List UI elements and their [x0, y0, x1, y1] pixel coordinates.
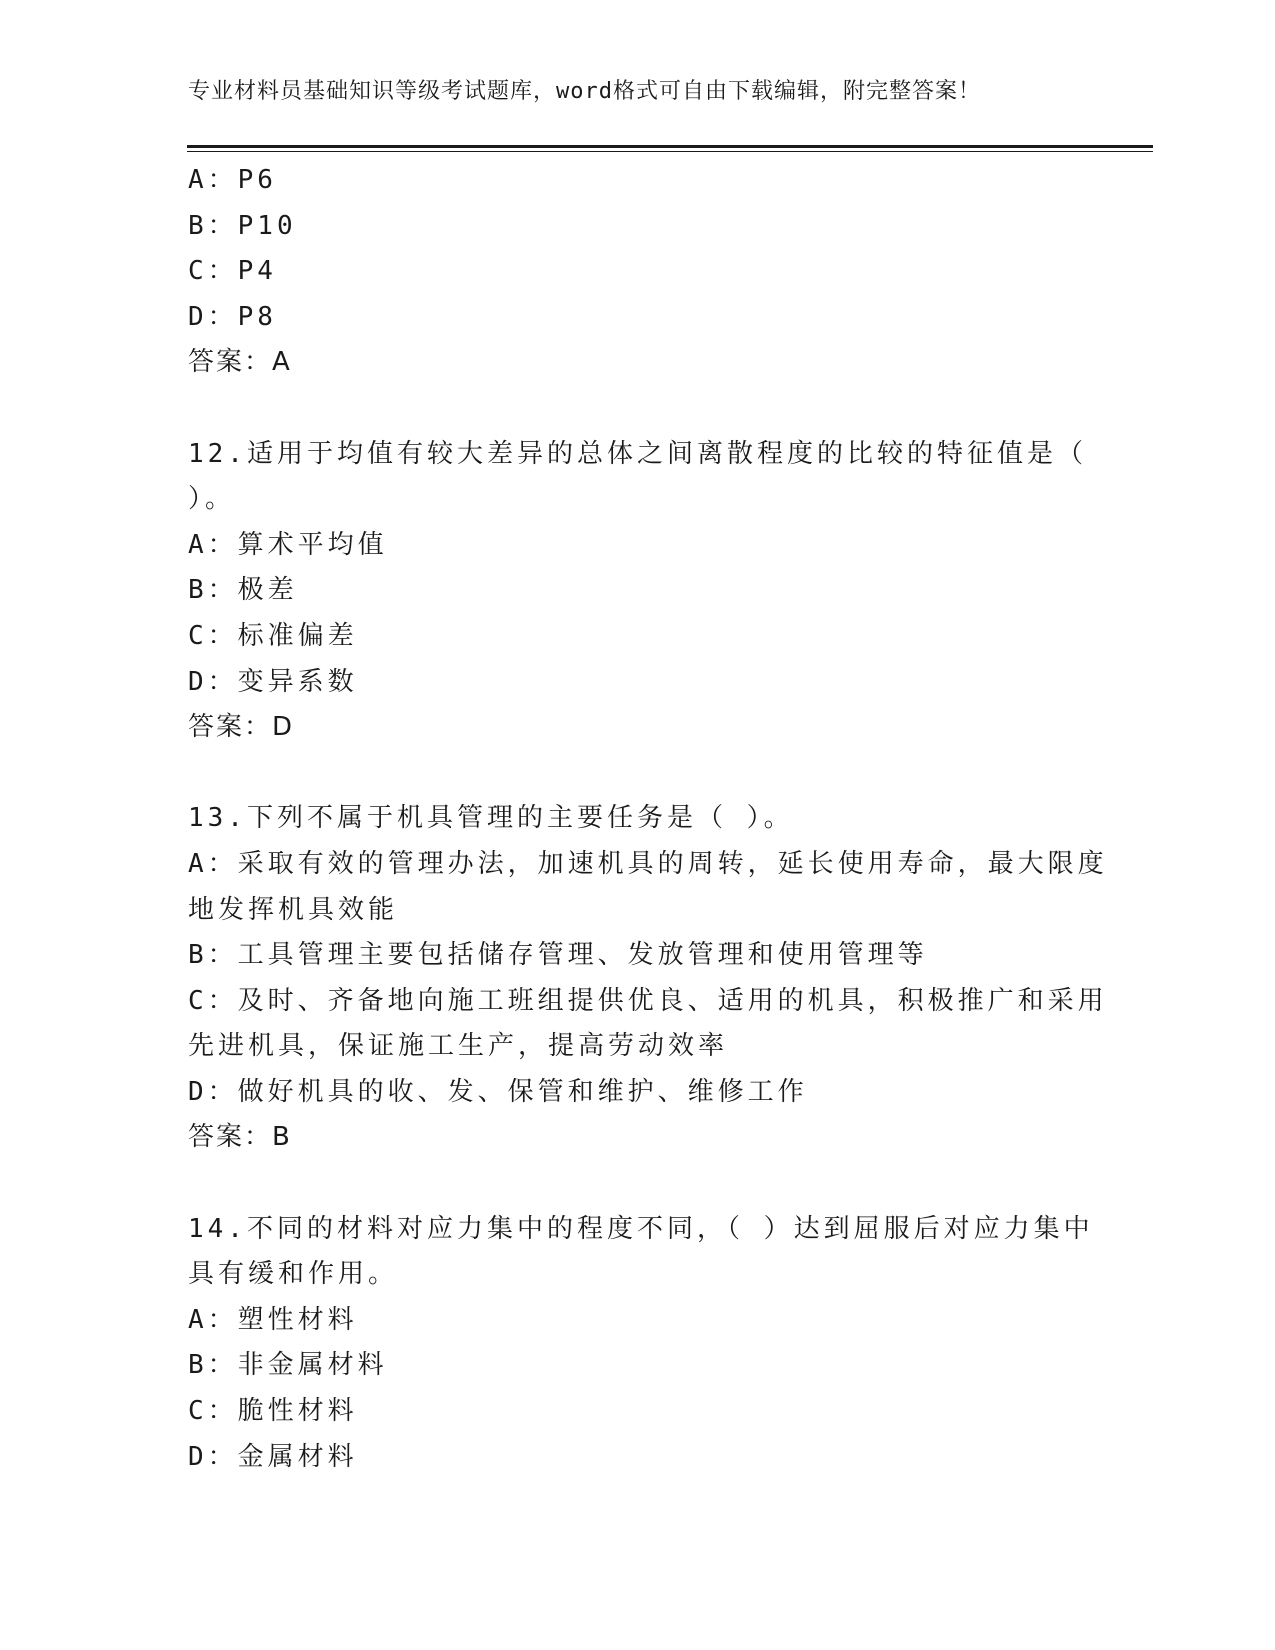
option-b: B：P10	[188, 210, 297, 241]
spacer	[188, 386, 1088, 432]
question-text: 14.不同的材料对应力集中的程度不同，（ ）达到屈服后对应力集中	[188, 1213, 1094, 1244]
option-d: D：做好机具的收、发、保管和维护、维修工作	[188, 1076, 808, 1107]
question-text: ）。	[188, 484, 236, 515]
option-d: D：金属材料	[188, 1441, 358, 1472]
question-content	[188, 158, 1108, 1480]
option-b: B：极差	[188, 575, 298, 606]
spacer	[188, 751, 1088, 797]
question-14-block	[188, 1207, 1094, 1481]
option-d: D：变异系数	[188, 666, 358, 697]
question-text: 具有缓和作用。	[188, 1259, 399, 1290]
option-d: D：P8	[188, 301, 277, 332]
answer: 答案：A	[188, 347, 292, 378]
question-text: 13.下列不属于机具管理的主要任务是（ ）。	[188, 803, 794, 834]
question-text: 12.适用于均值有较大差异的总体之间离散程度的比较的特征值是（	[188, 438, 1087, 469]
answer: 答案：B	[188, 1122, 292, 1153]
answer: 答案：D	[188, 712, 295, 743]
option-b: B：非金属材料	[188, 1350, 388, 1381]
question-12-block	[188, 432, 1088, 751]
page-header: 专业材料员基础知识等级考试题库，word格式可自由下载编辑，附完整答案！	[188, 79, 981, 104]
spacer	[188, 1161, 1088, 1207]
header-divider-thick	[187, 145, 1153, 148]
option-a: A：P6	[188, 165, 277, 195]
option-a: A：算术平均值	[188, 529, 388, 560]
option-a-continued: 地发挥机具效能	[188, 894, 399, 925]
option-c: C：P4	[188, 256, 277, 287]
question-11-block	[188, 158, 1088, 386]
question-13-block	[188, 796, 1108, 1161]
option-c: C：及时、齐备地向施工班组提供优良、适用的机具，积极推广和采用	[188, 985, 1108, 1016]
option-c-continued: 先进机具，保证施工生产，提高劳动效率	[188, 1031, 729, 1062]
option-c: C：脆性材料	[188, 1396, 358, 1427]
option-a: A：采取有效的管理办法，加速机具的周转，延长使用寿命，最大限度	[188, 848, 1108, 879]
option-a: A：塑性材料	[188, 1304, 358, 1335]
option-c: C：标准偏差	[188, 620, 358, 651]
header-divider-thin	[187, 151, 1153, 152]
option-b: B：工具管理主要包括储存管理、发放管理和使用管理等	[188, 940, 928, 971]
